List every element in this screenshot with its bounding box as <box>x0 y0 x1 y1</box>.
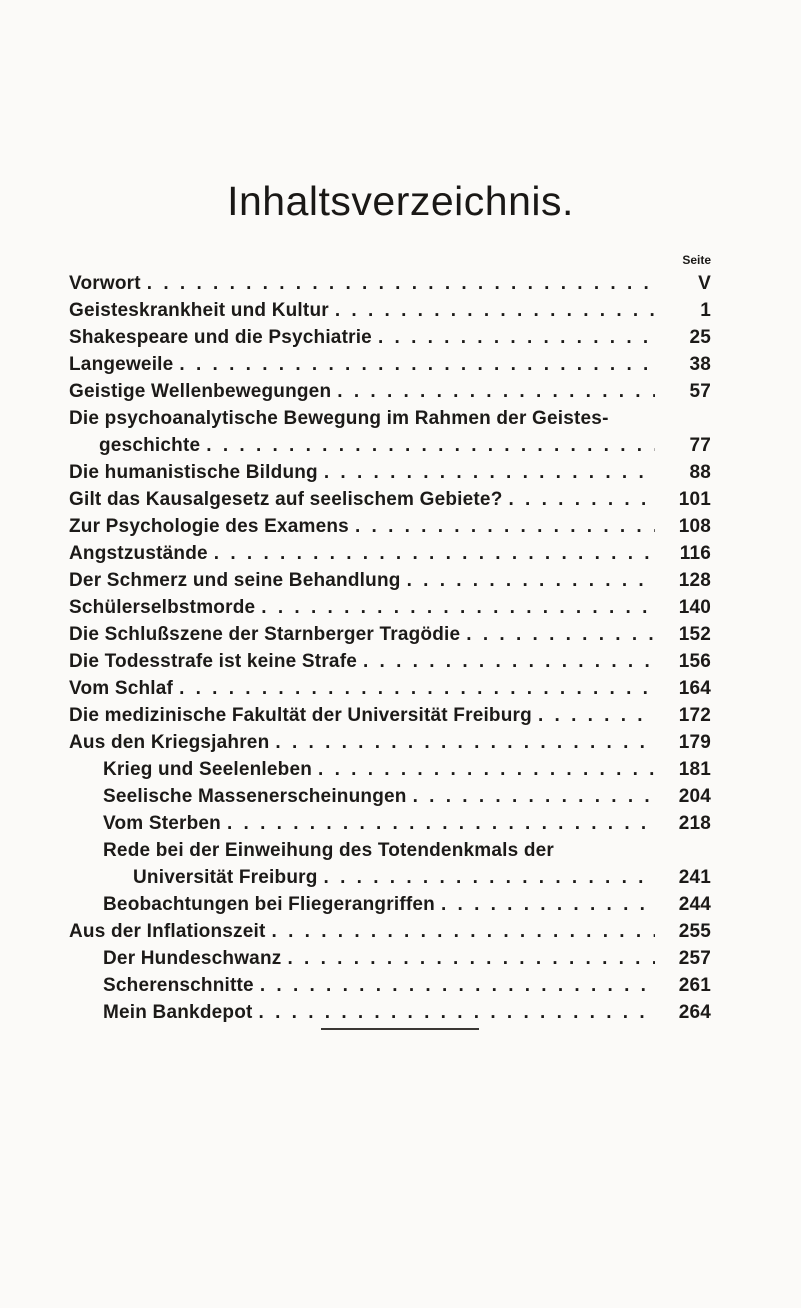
toc-entry-title: Krieg und Seelenleben <box>103 756 318 783</box>
dot-leader <box>179 351 655 378</box>
toc-entry-page: 218 <box>655 810 711 837</box>
dot-leader <box>615 405 655 432</box>
toc-entry-page: 25 <box>655 324 711 351</box>
toc-entry-page: 261 <box>655 972 711 999</box>
toc-entry <box>69 324 711 351</box>
dot-leader <box>335 297 655 324</box>
toc-entry-page <box>655 837 711 864</box>
dot-leader <box>179 675 655 702</box>
toc-entry <box>69 486 711 513</box>
toc-entry-page: 108 <box>655 513 711 540</box>
toc-entry-page: 156 <box>655 648 711 675</box>
toc-entry-page: 128 <box>655 567 711 594</box>
toc-entry <box>69 756 711 783</box>
toc-entry-title: Mein Bankdepot <box>103 999 259 1026</box>
dot-leader <box>261 594 655 621</box>
toc-entry <box>69 945 711 972</box>
toc-entry <box>69 972 711 999</box>
closing-rule <box>321 1028 479 1030</box>
toc-entry-title: Die Schlußszene der Starnberger Tragödie <box>69 621 466 648</box>
toc-entry <box>69 675 711 702</box>
toc-entry-title: Angstzustände <box>69 540 214 567</box>
dot-leader <box>560 837 655 864</box>
toc-entry-page: 101 <box>655 486 711 513</box>
toc-entry-page: 116 <box>655 540 711 567</box>
toc-entry-title: Gilt das Kausalgesetz auf seelischem Gebiete? <box>69 486 509 513</box>
toc-entry-page: 264 <box>655 999 711 1026</box>
toc-entry-page: 244 <box>655 891 711 918</box>
toc-entry-page: 255 <box>655 918 711 945</box>
dot-leader <box>206 432 655 459</box>
toc-entry-title: Geisteskrankheit und Kultur <box>69 297 335 324</box>
toc-entry <box>69 540 711 567</box>
toc-entry <box>69 297 711 324</box>
toc-entry-page: 204 <box>655 783 711 810</box>
dot-leader <box>147 270 655 297</box>
toc-entry <box>69 594 711 621</box>
toc-entry-page: 57 <box>655 378 711 405</box>
toc-entry <box>69 621 711 648</box>
dot-leader <box>441 891 655 918</box>
toc-entry-title: Vorwort <box>69 270 147 297</box>
toc-entry-title: Beobachtungen bei Fliegerangriffen <box>103 891 441 918</box>
toc-entry <box>69 999 711 1026</box>
dot-leader <box>324 459 655 486</box>
toc-entry-title: geschichte <box>99 432 206 459</box>
dot-leader <box>272 918 655 945</box>
toc-entry-title: Rede bei der Einweihung des Totendenkmals der <box>103 837 560 864</box>
toc-entry <box>69 351 711 378</box>
toc-entry-title: Seelische Massenerscheinungen <box>103 783 413 810</box>
toc-entry-page: V <box>655 270 711 297</box>
dot-leader <box>324 864 655 891</box>
toc-entry <box>69 648 711 675</box>
toc-entry <box>69 459 711 486</box>
toc-entry-title: Die psychoanalytische Bewegung im Rahmen der Geistes- <box>69 405 615 432</box>
dot-leader <box>227 810 655 837</box>
toc-entry-page: 241 <box>655 864 711 891</box>
dot-leader <box>378 324 655 351</box>
toc-entry-title: Scherenschnitte <box>103 972 260 999</box>
dot-leader <box>407 567 655 594</box>
toc-entry <box>69 378 711 405</box>
toc-entry <box>69 891 711 918</box>
toc-entry-title: Universität Freiburg <box>133 864 324 891</box>
toc-entry-title: Aus der Inflationszeit <box>69 918 272 945</box>
dot-leader <box>259 999 655 1026</box>
toc-entry-title: Aus den Kriegsjahren <box>69 729 275 756</box>
toc-entry <box>69 783 711 810</box>
page-title: Inhaltsverzeichnis. <box>227 178 574 224</box>
dot-leader <box>214 540 655 567</box>
page-column-header: Seite <box>682 253 711 267</box>
toc-entry <box>69 567 711 594</box>
dot-leader <box>337 378 655 405</box>
dot-leader <box>413 783 655 810</box>
toc-entry-title: Die Todesstrafe ist keine Strafe <box>69 648 363 675</box>
toc-entry-title: Shakespeare und die Psychiatrie <box>69 324 378 351</box>
toc-entry-page: 140 <box>655 594 711 621</box>
dot-leader <box>538 702 655 729</box>
toc-entry-page: 152 <box>655 621 711 648</box>
toc-entry-page: 1 <box>655 297 711 324</box>
toc-entry-title: Vom Sterben <box>103 810 227 837</box>
toc-entry <box>69 432 711 459</box>
table-of-contents <box>69 270 711 1026</box>
dot-leader <box>363 648 655 675</box>
toc-entry-title: Die humanistische Bildung <box>69 459 324 486</box>
toc-entry <box>69 405 711 432</box>
toc-entry <box>69 837 711 864</box>
toc-entry-page: 181 <box>655 756 711 783</box>
toc-entry <box>69 270 711 297</box>
toc-entry-page: 172 <box>655 702 711 729</box>
toc-entry <box>69 864 711 891</box>
toc-entry-page: 38 <box>655 351 711 378</box>
toc-entry-title: Der Schmerz und seine Behandlung <box>69 567 407 594</box>
toc-entry <box>69 702 711 729</box>
toc-entry <box>69 729 711 756</box>
toc-entry-page <box>655 405 711 432</box>
toc-entry-page: 257 <box>655 945 711 972</box>
toc-entry <box>69 513 711 540</box>
toc-entry-title: Langeweile <box>69 351 179 378</box>
dot-leader <box>275 729 655 756</box>
toc-entry-page: 88 <box>655 459 711 486</box>
toc-entry <box>69 918 711 945</box>
dot-leader <box>509 486 656 513</box>
toc-entry-title: Schülerselbstmorde <box>69 594 261 621</box>
dot-leader <box>355 513 655 540</box>
toc-entry-page: 77 <box>655 432 711 459</box>
dot-leader <box>466 621 655 648</box>
dot-leader <box>318 756 655 783</box>
toc-entry-title: Die medizinische Fakultät der Universität Freiburg <box>69 702 538 729</box>
toc-entry-title: Geistige Wellenbewegungen <box>69 378 337 405</box>
toc-entry-title: Vom Schlaf <box>69 675 179 702</box>
toc-entry-page: 179 <box>655 729 711 756</box>
dot-leader <box>287 945 655 972</box>
toc-entry <box>69 810 711 837</box>
dot-leader <box>260 972 655 999</box>
toc-entry-title: Zur Psychologie des Examens <box>69 513 355 540</box>
toc-entry-title: Der Hundeschwanz <box>103 945 287 972</box>
toc-entry-page: 164 <box>655 675 711 702</box>
